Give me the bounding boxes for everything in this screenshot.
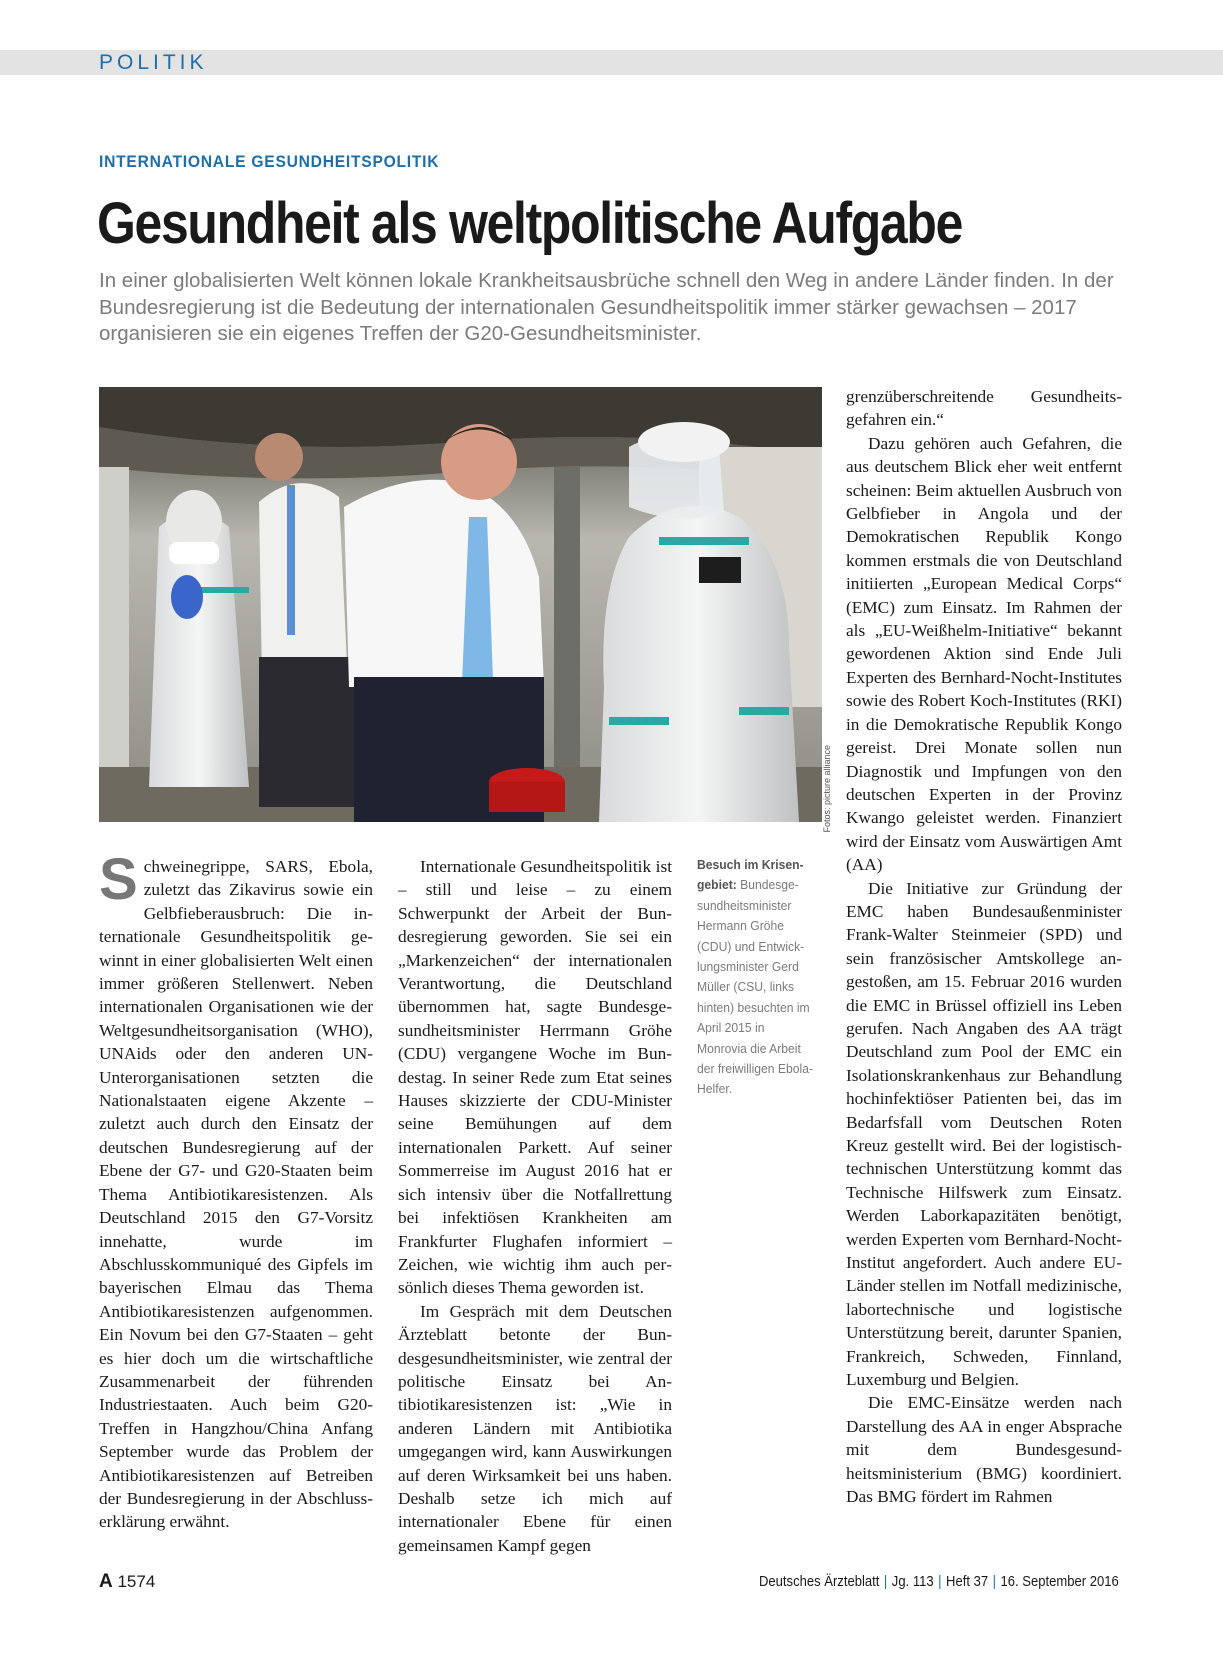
journal-name: Deutsches Ärzteblatt <box>759 1574 880 1590</box>
paragraph <box>99 847 373 1534</box>
photo-illustration <box>99 387 822 822</box>
paragraph: grenzüberschreitende Gesundheitsgefahren ein.“ <box>846 387 1122 430</box>
paragraph: Dazu gehören auch Gefahren, die aus deutschem Blick eher weit entfernt scheinen: Beim aktuellen Ausbruch von Gelbfieber in Angola und der Demokratischen Republik Kongo kommen erstmals die von Deutschland initiierten „European Medical Corps“ (EMC) zum Einsatz. Im Rahmen der als „EU-Weißhelm-Initiative“ bekannt gewordenen Aktion sind Ende Juli Experten des Bernhard-Nocht-Institutes sowie des Robert Koch-Institutes (RKI) in die Demokratische Republik Kongo gereist. Drei Monate sollen nun Diagnostik und Impfungen von den deutschen Experten in der Provinz Kwango geleistet werden. Finanziert wird der Einsatz vom Auswärtigen Amt (AA) <box>846 433 1122 875</box>
drop-cap: S <box>99 847 138 912</box>
page-number <box>99 1571 155 1593</box>
caption-lead: Besuch im Krisengebiet: <box>697 857 804 893</box>
paragraph: Die Initiative zur Gründung der EMC haben Bundesaußenminister Frank-Walter Steinmeier (SPD) und sein französischer Amtskollege angestoßen, am 15. Februar 2016 wurden die EMC in Brüssel offiziell ins Leben gerufen. Nach Angaben des AA trägt Deutschland zum Pool der EMC ein Isolationskrankenhaus zur Behandlung hochinfektiöser Patienten bei, das im Bedarfsfall vom Deutschen Roten Kreuz gestellt wird. Bei der logistisch-technischen Unterstützung kommt das Technische Hilfswerk zum Einsatz. Werden Laborkapazitäten benötigt, werden Experten vom Bernhard-Nocht-Institut angefordert. Auch andere EU-Länder stellen im Notfall medizinische, labortechnische und logistische Unterstützung bereit, darunter Spanien, Frankreich, Schweden, Finnland, Luxemburg und Belgien. <box>846 878 1122 1390</box>
page-prefix: A <box>99 1571 113 1592</box>
paragraph: Die EMC-Einsätze werden nach Darstellung des AA in enger Absprache mit dem Bundesgesundheitsministerium (BMG) koordiniert. Das BMG fördert im Rahmen <box>846 1393 1122 1507</box>
journal-issue: Heft 37 <box>946 1574 989 1590</box>
journal-date: 16. September 2016 <box>1000 1574 1119 1590</box>
article-column-1 <box>99 847 373 1534</box>
photo-credit: Fotos: picture alliance <box>822 745 832 833</box>
page-number-value: 1574 <box>117 1572 156 1591</box>
journal-info: Deutsches Ärzteblatt | Jg. 113 | Heft 37 | 16. September 2016 <box>759 1574 1119 1590</box>
article-lede: In einer globalisierten Welt können lokale Krankheitsausbrüche schnell den Weg in andere Länder finden. In der Bundesregierung ist die Bedeutung der internationalen Gesundheitspolitik immer stärker gewachsen – 2017 organisieren sie ein eigenes Treffen der G20-Gesundheitsminister. <box>99 269 1114 345</box>
paragraph: Im Gespräch mit dem Deutschen Ärzteblatt betonte der Bundesgesundheitsminister, wie zentral der politische Einsatz bei Antibiotikaresistenzen ist: „Wie in anderen Ländern mit Antibiotika umgegangen wird, kann Auswirkungen auf deren Wirksamkeit bei uns haben. Deshalb setze ich mich auf internationaler Ebene für einen gemeinsamen Kampf gegen <box>398 1301 672 1555</box>
article-photo <box>99 387 822 822</box>
photo-caption <box>697 855 817 1100</box>
paragraph: Internationale Gesundheitspolitik ist – still und leise – zu einem Schwerpunkt der Arbeit der Bundesregierung geworden. Sie sei ein „Markenzeichen“ der internationalen Verantwortung, die Deutschland übernommen hat, sagte Bundesgesundheitsminister Herrmann Gröhe (CDU) vergangene Woche im Bundestag. In seiner Rede zum Etat seines Hauses skizzierte der CDU-Minister seine Bemühungen auf dem internationalen Parkett. Auf seiner Sommerreise im August 2016 hat er sich intensiv über die Notfallrettung bei infektiösen Krankheiten am Frankfurter Flughafen informiert – Zeichen, wie wichtig ihm auch persönlich dieses Thema geworden ist. <box>398 857 672 1298</box>
section-label: POLITIK <box>99 51 208 74</box>
journal-volume: Jg. 113 <box>892 1574 934 1590</box>
article-title: Gesundheit als weltpolitische Aufgabe <box>97 191 963 256</box>
article-column-3 <box>846 385 1122 1509</box>
caption-text: Bundesgesundheitsminister Hermann Gröhe (CDU) und Entwicklungsminister Gerd Müller (CSU, links hinten) besuchten im April 2015 in Monrovia die Arbeit der freiwilligen Ebola-Helfer. <box>697 877 813 1097</box>
article-kicker: INTERNATIONALE GESUNDHEITSPOLITIK <box>99 152 440 171</box>
paragraph-text: chweinegrippe, SARS, Ebola, zuletzt das Zikavirus sowie ein Gelbfieberausbruch: Die internationale Gesundheitspolitik gewinnt in einer globalisierten Welt einen immer größeren Stellenwert. Neben internationalen Organisationen wie der Weltgesundheitsorganisation (WHO), UNAids oder den anderen UN-Unterorganisationen setzten die Nationalstaaten eigene Akzente – zuletzt auch durch den Einsatz der deutschen Bundesregierung auf der Ebene der G7- und G20-Staaten beim Thema Antibiotikaresistenzen. Als Deutschland 2015 den G7-Vorsitz innehatte, wurde im Abschlusskommuniqué des Gipfels im bayerischen Elmau das Thema Antibiotikaresistenzen aufgenommen. Ein Novum bei den G7-Staaten – geht es hier doch um die wirtschaftliche Zusammenarbeit der führenden Industriestaaten. Auch beim G20-Treffen in Hangzhou/China Anfang September wurde das Problem der Antibiotikaresistenzen auf Betreiben der Bundesregierung in der Abschlusserklärung erwähnt. <box>99 857 373 1532</box>
article-column-2 <box>398 855 672 1557</box>
